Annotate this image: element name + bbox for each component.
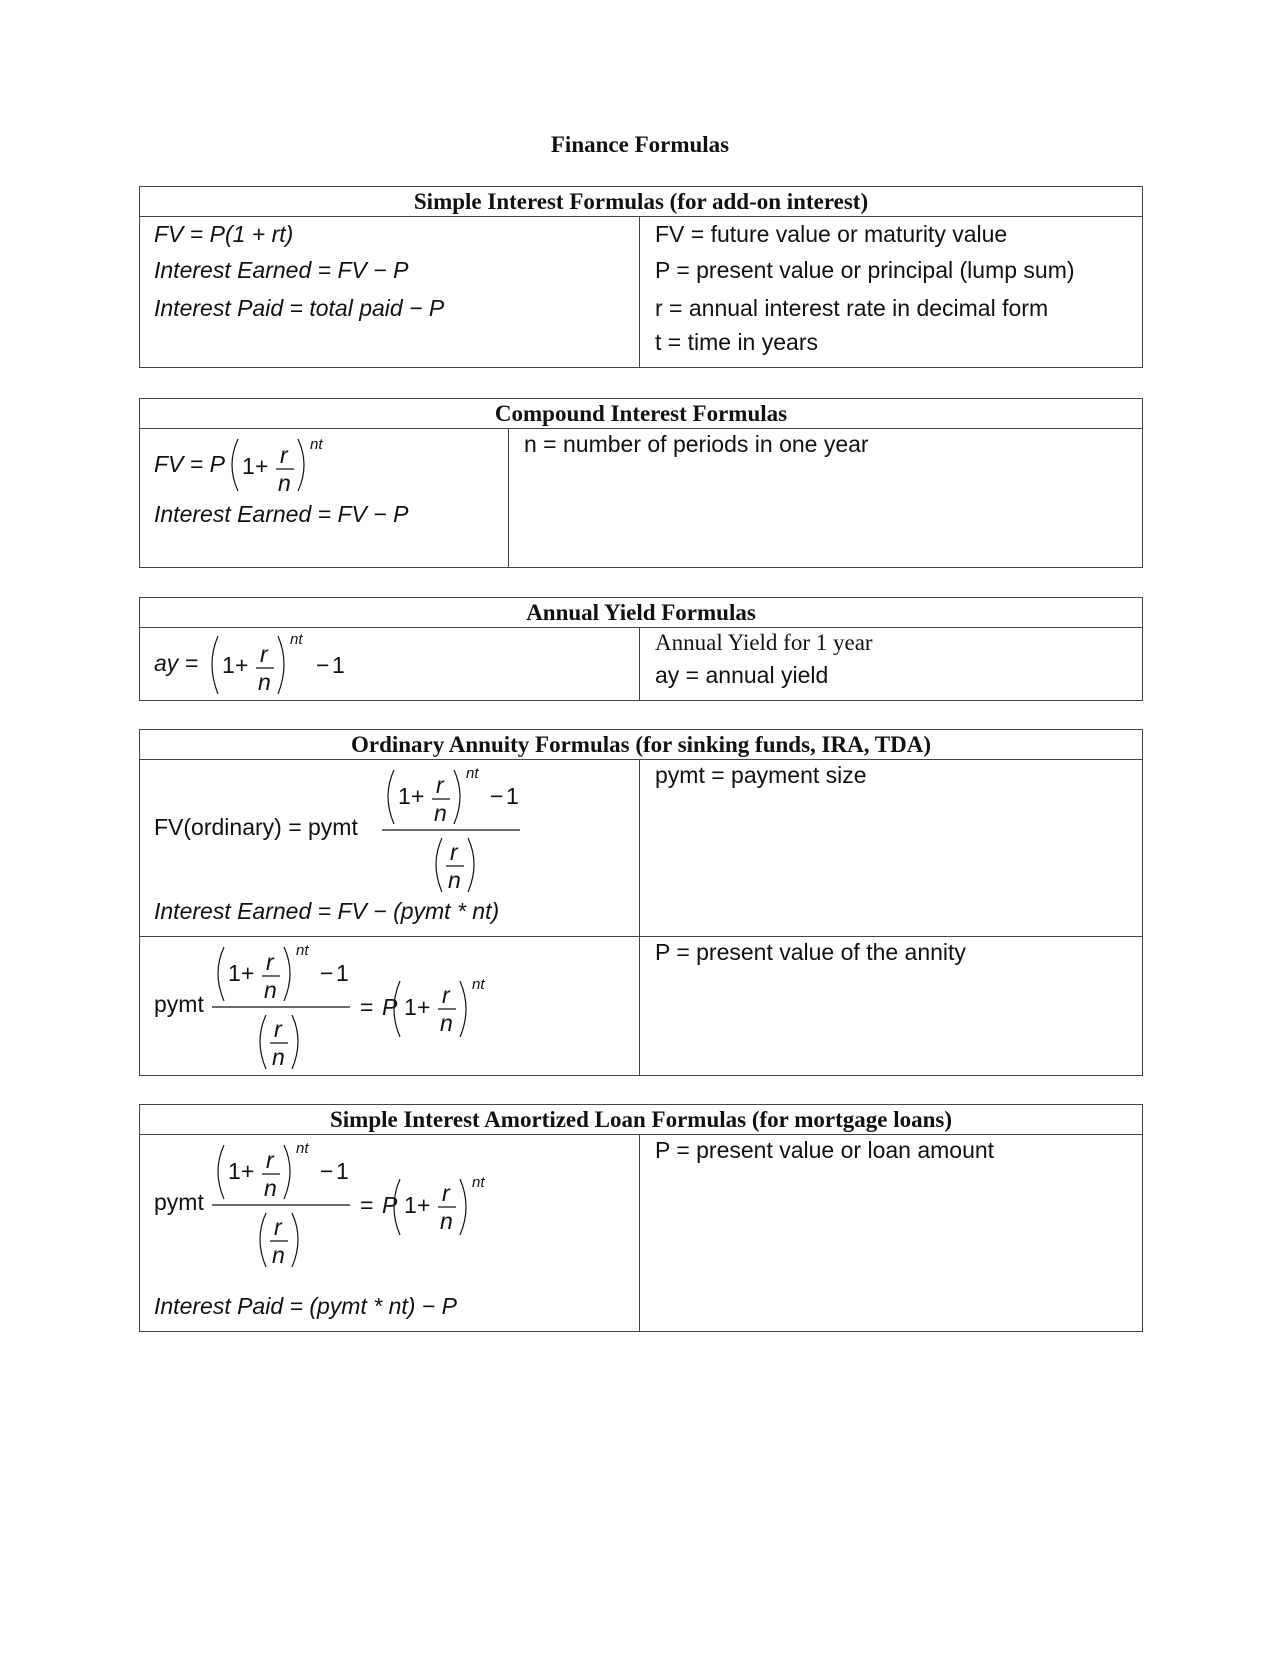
definition-n: n = number of periods in one year [524,431,869,457]
amortized-interest-paid: Interest Paid = (pymt * nt) − P [154,1293,457,1319]
simple-definitions-cell [641,217,1142,367]
plus-symbol: + [417,994,431,1020]
amortized-formula-cell [140,1135,639,1331]
definition-t: t = time in years [655,329,818,355]
interest-paid-formula: Interest Paid = total paid − P [154,295,445,321]
annuity-pv-definitions-cell [641,937,1142,1075]
annuity-interest-earned: Interest Earned = FV − (pymt * nt) [154,898,500,924]
n-symbol: n [278,470,291,496]
ordinary-annuity-heading: Ordinary Annuity Formulas (for sinking funds, IRA, TDA) [140,730,1142,760]
one-symbol: 1 [336,960,349,986]
simple-interest-heading: Simple Interest Formulas (for add-on interest) [140,187,1142,217]
amortized-definitions-cell [641,1135,1142,1331]
definition-p-loan: P = present value or loan amount [655,1137,995,1163]
n-symbol: n [272,1044,285,1070]
annuity-fv-fraction [380,762,530,897]
exponent-nt: nt [290,631,303,648]
annuity-pv-cell [140,937,639,1075]
exponent-nt: nt [296,942,309,959]
n-symbol: n [272,1242,285,1268]
r-symbol: r [442,982,450,1008]
plus-symbol: + [241,1158,255,1184]
definition-yield-period: Annual Yield for 1 year [655,630,873,655]
one-symbol: 1 [222,652,235,678]
compound-interest-heading: Compound Interest Formulas [140,399,1142,429]
one-symbol: 1 [506,783,519,809]
definition-ay: ay = annual yield [655,662,829,688]
amortized-loan-heading: Simple Interest Amortized Loan Formulas (for mortgage loans) [140,1105,1142,1135]
plus-symbol: + [235,652,249,678]
r-symbol: r [436,772,444,798]
n-symbol: n [440,1208,453,1234]
equals-symbol: = [360,1192,374,1218]
n-symbol: n [258,669,271,695]
r-symbol: r [274,1214,282,1240]
n-symbol: n [440,1010,453,1036]
r-symbol: r [274,1016,282,1042]
n-symbol: n [264,977,277,1003]
one-symbol: 1 [332,652,345,678]
compound-formulas-cell [140,429,508,567]
r-symbol: r [266,1147,274,1173]
exponent-nt: nt [466,765,479,782]
exponent-nt: nt [472,976,485,993]
interest-earned-formula: Interest Earned = FV − P [154,257,409,283]
annuity-fv-definitions-cell [641,760,1142,936]
equals-symbol: = [360,994,374,1020]
n-symbol: n [264,1175,277,1201]
annuity-pv-lhs: pymt [154,991,204,1017]
definition-p: P = present value or principal (lump sum) [655,257,1075,283]
r-symbol: r [260,641,268,667]
compound-fv-lhs: FV = P [154,451,225,477]
yield-definitions-cell [641,628,1142,700]
annuity-fv-cell [140,760,639,936]
amortized-lhs: pymt [154,1189,204,1215]
page-title: Finance Formulas [550,132,730,157]
one-symbol: 1 [228,1158,241,1184]
compound-definitions-cell [510,429,1142,567]
yield-expression [206,630,366,700]
compound-fv-expression [224,433,344,499]
annual-yield-heading: Annual Yield Formulas [140,598,1142,628]
definition-pymt: pymt = payment size [655,762,867,788]
exponent-nt: nt [472,1174,485,1191]
exponent-nt: nt [296,1140,309,1157]
plus-symbol: + [417,1192,431,1218]
definition-r: r = annual interest rate in decimal form [655,295,1049,321]
r-symbol: r [280,442,288,468]
yield-formula-cell [140,628,639,700]
one-symbol: 1 [336,1158,349,1184]
n-symbol: n [448,867,461,893]
one-symbol: 1 [242,453,255,479]
definition-fv: FV = future value or maturity value [655,221,1008,247]
yield-lhs: ay = [154,650,199,676]
one-symbol: 1 [404,994,417,1020]
plus-symbol: + [255,453,269,479]
compound-interest-earned: Interest Earned = FV − P [154,501,409,527]
amortized-expression [210,1137,510,1273]
future-value-formula: FV = P(1 + rt) [154,221,294,247]
annuity-pv-expression [210,939,510,1075]
r-symbol: r [266,949,274,975]
minus-symbol: − [490,783,504,809]
amortized-loan-box [139,1104,1143,1332]
plus-symbol: + [411,783,425,809]
p-symbol: P [382,994,398,1020]
one-symbol: 1 [228,960,241,986]
r-symbol: r [450,839,458,865]
simple-formulas-cell [140,217,639,367]
exponent-nt: nt [310,436,323,453]
compound-interest-box [139,398,1143,568]
minus-symbol: − [320,960,334,986]
definition-p-annuity: P = present value of the annity [655,939,966,965]
one-symbol: 1 [398,783,411,809]
minus-symbol: − [316,652,330,678]
n-symbol: n [434,800,447,826]
minus-symbol: − [320,1158,334,1184]
one-symbol: 1 [404,1192,417,1218]
ordinary-annuity-box [139,729,1143,1076]
p-symbol: P [382,1192,398,1218]
annuity-fv-lhs: FV(ordinary) = pymt [154,814,358,840]
plus-symbol: + [241,960,255,986]
r-symbol: r [442,1180,450,1206]
simple-interest-box [139,186,1143,368]
annual-yield-box [139,597,1143,701]
